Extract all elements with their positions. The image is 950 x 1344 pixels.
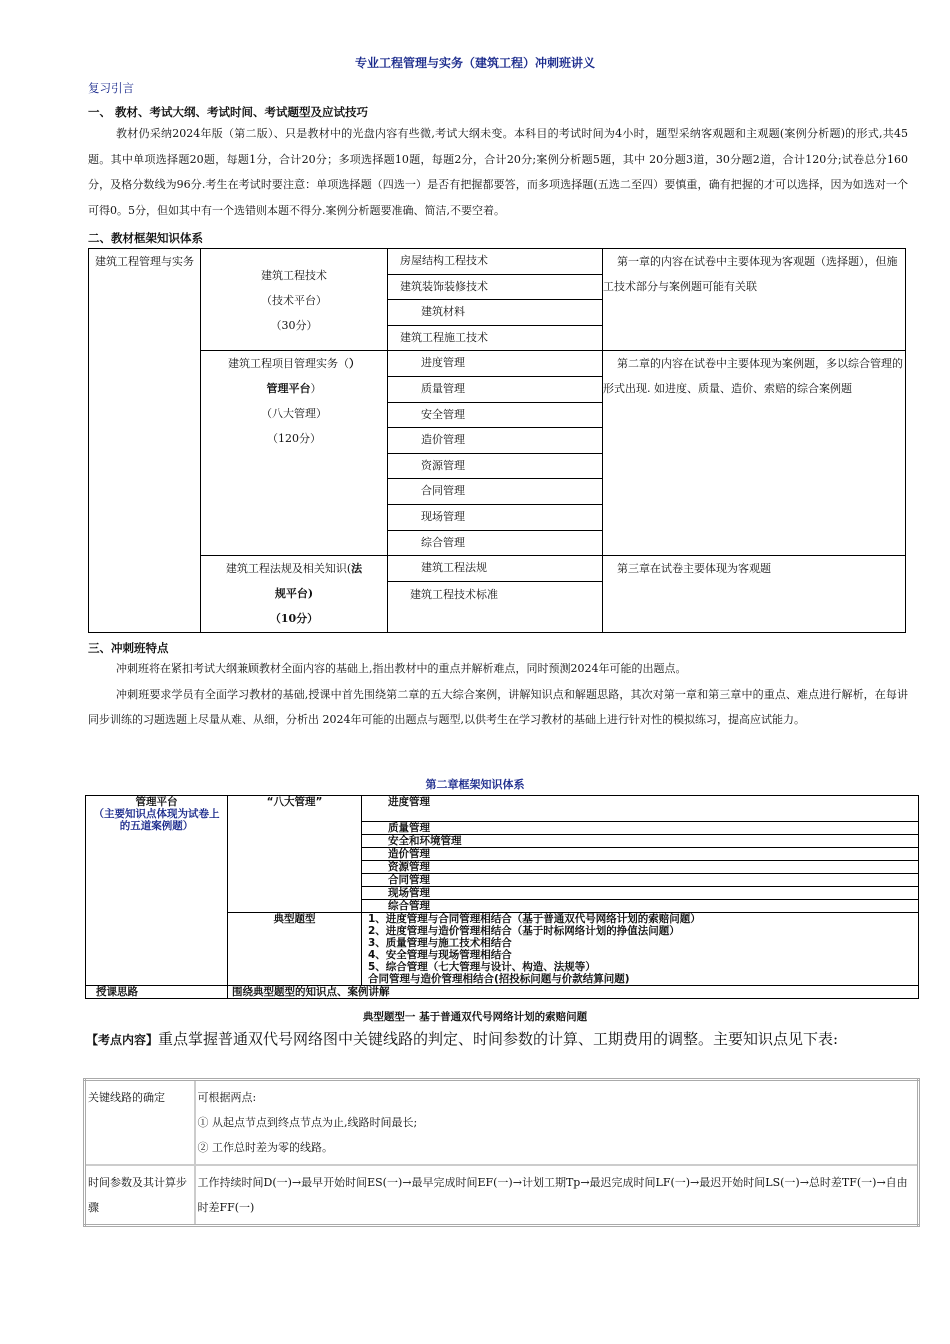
item: 建筑工程技术标准 [388, 581, 603, 632]
idea-text: 围绕典型题型的知识点、案例讲解 [228, 986, 919, 999]
chapter2-table [85, 795, 919, 999]
typical-list: 1、进度管理与合同管理相结合（基于普通双代号网络计划的索赔问题） 2、进度管理与造价管理相结合（基于时标网络计划的挣值法问题） 3、质量管理与施工技术相结合 4、安全管理与现场管理相结合 5、综合管理（七大管理与设计、构造、法规等） 合同管理与造价管理相结合(招投标问题与价款结算问题) [362, 913, 919, 986]
item: 质量管理 [362, 822, 919, 835]
group-mgmt: 建筑工程项目管理实务（） 管理平台） （八大管理） （120分） [201, 351, 388, 556]
item: 合同管理 [388, 479, 603, 505]
item: 合同管理 [362, 874, 919, 887]
kp-r2-content: 工作持续时间D(一)→最早开始时间ES(一)→最早完成时间EF(一)→计划工期Tp→最迟完成时间LF(一)→最迟开始时间LS(一)→总时差TF(一)→自由时差FF(一) [195, 1165, 919, 1226]
item: 造价管理 [388, 428, 603, 454]
section2-heading: 二、教材框架知识体系 [88, 231, 203, 245]
section3-body: 冲刺班将在紧扣考试大纲兼顾教材全面内容的基础上,指出教材中的重点并解析难点，同时预测2024年可能的出题点。 冲刺班要求学员有全面学习教材的基础,授课中首先围绕第二章的五大综合案例，讲解知识点和解题思路，其次对第一章和第三章中的重点、难点进行解析，在每讲同步训练的习题选题上尽量从难、从细，分析出 2024年可能的出题点与题型,以供考生在学习教材的基础上进行针对性的模拟练习，提高应试能力。 [88, 662, 908, 726]
section1-heading: 一、 教材、考试大纲、考试时间、考试题型及应试技巧 [88, 105, 369, 119]
group-law: 建筑工程法规及相关知识(法 规平台) （10分） [201, 556, 388, 633]
note-ch2: 第二章的内容在试卷中主要体现为案例题，多以综合管理的形式出现. 如进度、质量、造价、索赔的综合案例题 [603, 351, 906, 556]
item: 资源管理 [362, 861, 919, 874]
item: 现场管理 [362, 887, 919, 900]
section1-body: 教材仍采纳2024年版（第二版）、只是教材中的光盘内容有些微,考试大纲未变。本科目的考试时间为4小时，题型采纳客观题和主观题(案例分析题)的形式,共45题。其中单项选择题20题，每题1分，合计20分；多项选择题10题，每题2分，合计20分;案例分析题5题，其中 20分题3道，30分题2道，合计120分;试卷总分160分，及格分数线为96分.考生在考试时要注意：单项选择题（四选一）是否有把握都要答，而多项选择题(五选二至四）要慎重，确有把握的才可以选择，因为如选对一个可得0。5分，但如其中有一个选错则本题不得分.案例分析题要准确、简洁,不要空着。 [88, 127, 908, 217]
item: 质量管理 [388, 376, 603, 402]
chapter2-title: 第二章框架知识体系 [425, 778, 525, 791]
item: 综合管理 [388, 530, 603, 556]
item: 安全和环境管理 [362, 835, 919, 848]
item: 建筑装饰装修技术 [388, 274, 603, 300]
typical1-body: 【考点内容】重点掌握普通双代号网络图中关键线路的判定、时间参数的计算、工期费用的调整。主要知识点见下表: [86, 1030, 839, 1048]
kp-table [83, 1078, 920, 1227]
typical-label: 典型题型 [228, 913, 362, 986]
item: 现场管理 [388, 504, 603, 530]
eight-mgmt: “八大管理” [228, 796, 362, 913]
item: 进度管理 [362, 796, 919, 822]
item: 房屋结构工程技术 [388, 249, 603, 275]
doc-title: 专业工程管理与实务（建筑工程）冲刺班讲义 [354, 56, 595, 70]
item: 造价管理 [362, 848, 919, 861]
typical1-title: 典型题型一 基于普通双代号网络计划的索赔问题 [362, 1011, 588, 1023]
section3-heading: 三、冲刺班特点 [88, 641, 169, 655]
item: 建筑工程法规 [388, 556, 603, 582]
note-ch1: 第一章的内容在试卷中主要体现为客观题（选择题），但施工技术部分与案例题可能有关联 [603, 249, 906, 351]
platform-cell: 管理平台 （主要知识点体现为试卷上的五道案例题） [86, 796, 228, 986]
framework-table [88, 248, 906, 633]
root-cell: 建筑工程管理与实务 [89, 249, 201, 633]
kp-r1-content: 可根据两点: ① 从起点节点到终点节点为止,线路时间最长; ② 工作总时差为零的线路。 [195, 1080, 919, 1166]
review-intro: 复习引言 [88, 81, 134, 95]
group-tech: 建筑工程技术 （技术平台） （30分） [201, 249, 388, 351]
item: 进度管理 [388, 351, 603, 377]
note-ch3: 第三章在试卷主要体现为客观题 [603, 556, 906, 633]
kp-r1-label: 关键线路的确定 [85, 1080, 195, 1166]
item: 建筑材料 [388, 300, 603, 326]
item: 综合管理 [362, 900, 919, 913]
item: 资源管理 [388, 453, 603, 479]
item: 安全管理 [388, 402, 603, 428]
item: 建筑工程施工技术 [388, 325, 603, 351]
idea-label: 授课思路 [86, 986, 228, 999]
kp-r2-label: 时间参数及其计算步骤 [85, 1165, 195, 1226]
